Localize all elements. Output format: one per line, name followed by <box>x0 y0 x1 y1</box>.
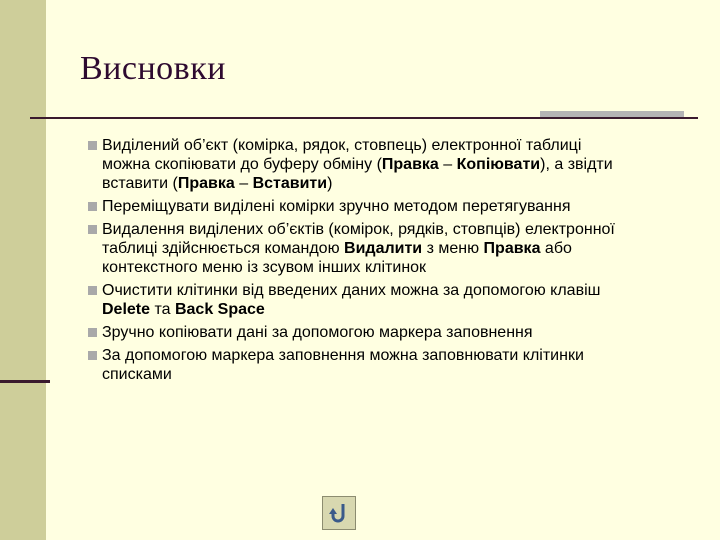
square-bullet-icon <box>88 286 97 295</box>
item-text: Виділений об’єкт (комірка, рядок, стовпець) електронної таблиці можна скопіювати до буферу обміну ( <box>102 137 582 173</box>
bullet-list <box>88 136 628 388</box>
item-bold-text: Правка <box>381 156 439 173</box>
item-bold-text: Правка <box>177 175 235 192</box>
item-bold-text: Delete <box>102 301 151 318</box>
bullet-item-clear <box>88 281 628 319</box>
item-text: – <box>234 175 253 192</box>
item-bold-text: Вставити <box>252 175 328 192</box>
item-text: Переміщувати виділені комірки зручно методом перетягування <box>102 198 571 215</box>
item-text: За допомогою маркера заповнення можна заповнювати клітинки списками <box>102 347 584 383</box>
item-bold-text: Видалити <box>344 240 423 257</box>
item-text: ) <box>327 175 333 192</box>
square-bullet-icon <box>88 141 97 150</box>
item-text: або контекстного меню із зсувом інших клітинок <box>102 240 572 276</box>
title-rule <box>30 117 698 119</box>
return-button[interactable] <box>322 496 356 530</box>
bullet-item-delete <box>88 220 628 277</box>
item-text: та <box>150 301 175 318</box>
item-text: Очистити клітинки від введених даних можна за допомогою клавіш <box>102 282 601 299</box>
square-bullet-icon <box>88 202 97 211</box>
item-text: Видалення виділених об’єктів (комірок, рядків, стовпців) електронної таблиці здійснюється командою <box>102 221 615 257</box>
item-text: Зручно копіювати дані за допомогою маркера заповнення <box>102 324 533 341</box>
item-text: з меню <box>422 240 484 257</box>
left-decor-bar <box>0 0 46 540</box>
item-bold-text: Правка <box>483 240 541 257</box>
slide-title: Висновки <box>80 50 226 87</box>
item-text: – <box>438 156 457 173</box>
bullet-item-move <box>88 197 628 216</box>
return-arrow-icon <box>327 501 351 525</box>
item-bold-text: Копіювати <box>456 156 541 173</box>
bullet-item-fill-copy <box>88 323 628 342</box>
square-bullet-icon <box>88 351 97 360</box>
item-bold-text: Back Space <box>174 301 265 318</box>
square-bullet-icon <box>88 225 97 234</box>
bullet-item-copy <box>88 136 628 193</box>
item-text: ), а звідти вставити ( <box>102 156 613 192</box>
left-decor-gap <box>46 0 50 540</box>
left-decor-rule <box>0 380 50 383</box>
square-bullet-icon <box>88 328 97 337</box>
bullet-item-fill-list <box>88 346 628 384</box>
